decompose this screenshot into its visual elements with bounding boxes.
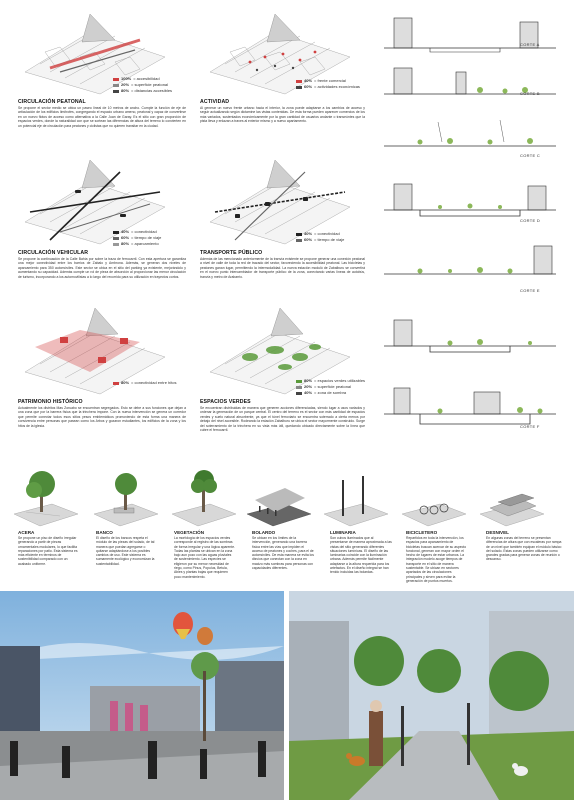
text-bench: El diseño de los bancos respeta el módulo de las piezas del solado, de tal manera que puedan agregarse o quitarse adaptándose a los posibles cambios de uso. Este sistema es sumamente ecológico y economizan la sustentabilidad. — [96, 536, 155, 566]
section-g — [380, 382, 560, 428]
text-sidewalk: Se propone un piso de diseño irregular generando a partir de piezas ornamentales modulares, lo que facilita reparaciones por patio. Esta sistema es más eficiente en términos de sostenibilidad comparado con un acabado uniforme. — [18, 536, 78, 566]
title-vegetation: VEGETACIÓN — [174, 530, 205, 535]
section-e — [380, 242, 560, 288]
text-bollard: Se ubican en los límites de la intervención, generando una barrera física entre las vías que impiden el acceso de peatones y coches, para el de automóviles. De esta manera se evita los disvíos que conectan con la zona en macizo más sombras para personas con capacidades diferentes. — [252, 536, 315, 571]
title-activity: ACTIVIDAD — [200, 99, 230, 105]
title-bench: BANCO — [96, 530, 113, 535]
title-transport: TRANSPORTE PÚBLICO — [200, 250, 263, 256]
corte-a-label: CORTE A — [520, 42, 540, 47]
element-vegetation — [170, 468, 238, 530]
section-d — [380, 178, 560, 222]
text-vehicular: Se propone la continuación de la Calle Bahía por sobre la traza de ferrocarril. Con esta apertura se garantiza una mejor conectividad entre los barrios de Zabalo y Ambrona. Además, se generan dos niveles de aparcamiento para 350 automóviles. Este sector se ubica en el sitio del parking ya existente, mejorándolo y aumentando su capacidad. Además cumple un rol de pieza de absorción al proporcionar las menor circulación de turismo, incorporando a los automovilistas a lo largo del recorrido para su utilización en trayectos cortos. — [18, 257, 186, 279]
title-sidewalk: ACERA — [18, 530, 35, 535]
element-luminaire — [322, 468, 390, 530]
corte-c-label: CORTE C — [520, 153, 541, 158]
corte-d-label: CORTE D — [520, 218, 541, 223]
element-bench — [92, 468, 160, 530]
title-level-change: DESNIVEL — [486, 530, 509, 535]
text-green: Se encuentran distribuidas de manera que generen acciones diferenciadas, siendo lugar a usos variados y ordenar la generación de un parque central. El centro del terreno es el sector con más cantidad de espacios verdes y suelo natural absorbente, ya que el túnel ferroviario se encuentra soterrado a cierta menos por debajo del nivel accesible. Rodeando la estación Zabalburu se ubica el sector mayormente construido. Surge del soterramiento de la trinchera en su vista más útil, quedando ubicado directamente sobre la línea que cubre el ferrocarril. — [200, 406, 365, 433]
corte-b-label: CORTE B — [520, 91, 540, 96]
legend-activity: 40% = frente comercial 60% = actividades económicas — [296, 78, 360, 90]
text-luminaire: Son cubos iluminados que al presentarse de manera aproximada a las vistas del sitio generando diferentes situaciones lumínicas. El diseño de las luminarias coincide con la iluminación urbana. Además permite fácilmente adaptarse a la altura requerida para los artefactos. En el diseño integral se han tenido incluidas las bolardas. — [330, 536, 392, 575]
element-level-change — [478, 468, 546, 530]
title-bollard: BOLARDO — [252, 530, 276, 535]
legend-green: 80% = espacios verdes utilizables 20% = superficie peatonal 40% = zona de sombra — [296, 378, 365, 396]
title-luminaire: LUMINARIA — [330, 530, 356, 535]
section-a — [380, 12, 560, 54]
title-pedestrian: CIRCULACIÓN PEATONAL — [18, 99, 86, 105]
element-bollard — [245, 468, 313, 530]
title-bike-rack: BICICLETERO — [406, 530, 438, 535]
section-f — [380, 312, 560, 356]
legend-pedestrian: 100% = accesibilidad 20% = superficie peatonal 80% = distancias accesibles — [113, 76, 172, 94]
text-bike-rack: Repartidos en toda la intervención, los espacios para aparcamiento de bicicletas buscan acercar de su aspecto funcional, generan con mayor orden el hecho de lugares de estar urbanos. La integración modelo acoge tiempos de transporte en el sitio de manera sustentable. Se ubican en sectores apartados de las circulaciones principales y sirven para evitar la generación de puntos muertos. — [406, 536, 467, 583]
text-level-change: En algunas zonas del terreno se presentan diferencias de altura que con escaleras por rampa de un nivel que también equipan el módulo básico del solado. Estas zonas pueden utilizarse como grandes gradas para generar zonas de reunión o descanso. — [486, 536, 562, 562]
render-park — [289, 591, 574, 800]
element-sidewalk — [12, 468, 80, 530]
title-green: ESPACIOS VERDES — [200, 399, 251, 405]
render-plaza — [0, 591, 284, 800]
text-heritage: Actualmente los distritos Mas Zoruabo se encuentran segregados. Esto se debe a sus funciones que dejan a una zona que por la barrera física que la trinchera impone. Con la nueva intervención se genera un corredor que permite conectar todos esos sitios yesos emblemáticos promoviendo de esta forma una manera de convivencia entre personas que pasean como los Arbos y gozaron estudiantes, los edificios de la zona y los hitos de la iglesia. — [18, 406, 186, 428]
legend-transport: 40% = conectividad 60% = tiempo de viaje — [296, 231, 344, 243]
text-vegetation: La morfología de los espacios verdes corresponde al registro de las sombras de forma irregular y una lógica aparente. Todas las plantas se ubican en la zona bajo aun pozo con las aguas pluviales de sostenimiento. Las especies se eligieron por su menor necesidad de riego, como Pinus, Populus, Betula, Abies y plantas bajas que requieren poco mantenimiento. — [174, 536, 236, 579]
legend-vehicular: 40% = conectividad 60% = tiempo de viaje 80% = aparcamiento — [113, 229, 161, 247]
text-pedestrian: Se propone el sector medio se ubica un paseo lineal de 10 metros de ancho. Cumple la función de eje de articulación de los edificios limítrofes, congregando el espacio urbano ameno, peatonal y capaz de convertirse en un nuevo flotos de acceso como alternativa a la Calle Juan de Garay. Es el sitio con gran proporción de espacios verdes, donde la naturalidad con que se sortean las diferencias de altura del terreno lo convierten en un potencial eje de circulación para peatones y ciclistas que no quieren transitar en la ciudad. — [18, 106, 186, 128]
section-c — [380, 110, 560, 156]
text-activity: Al generar un nuevo frente urbano hacia el interior, la zona puede adaptarse a los cambios de acceso y seguir actualizando según dictamine las vistas contenidas. De esta forma pueden aparecer comercios de los más variados, sustentados económicamente por la gran cantidad de usuarios andante o transeúntes que la pista lleva y enlazan a traves al exterior mismo y a nuevo apartamento. — [200, 106, 365, 124]
text-transport: Además de las mencionado anteriormente de la tranvía existente se propone generar una conexión peatonal a nivel de calle de toda la red de trazado del sector, favoreciendo la accesibilidad peatonal. Las bicicletas y peatones ganan lugar, permitiendo la intermodalidad. La nueva estación moduló de Zabalburu se convertirá en el nuevo punto intercambiador de transporte público de la zona, conectando varias líneas de autobús, tranvía y metro de Arabarrio. — [200, 257, 365, 279]
corte-e-label: CORTE E — [520, 288, 540, 293]
corte-f-label: CORTE F — [520, 424, 540, 429]
title-vehicular: CIRCULACIÓN VEHICULAR — [18, 250, 89, 256]
legend-heritage: 80% = conectividad entre hitos — [113, 380, 177, 386]
element-bike-rack — [400, 468, 468, 530]
title-heritage: PATRIMONIO HISTÓRICO — [18, 399, 83, 405]
